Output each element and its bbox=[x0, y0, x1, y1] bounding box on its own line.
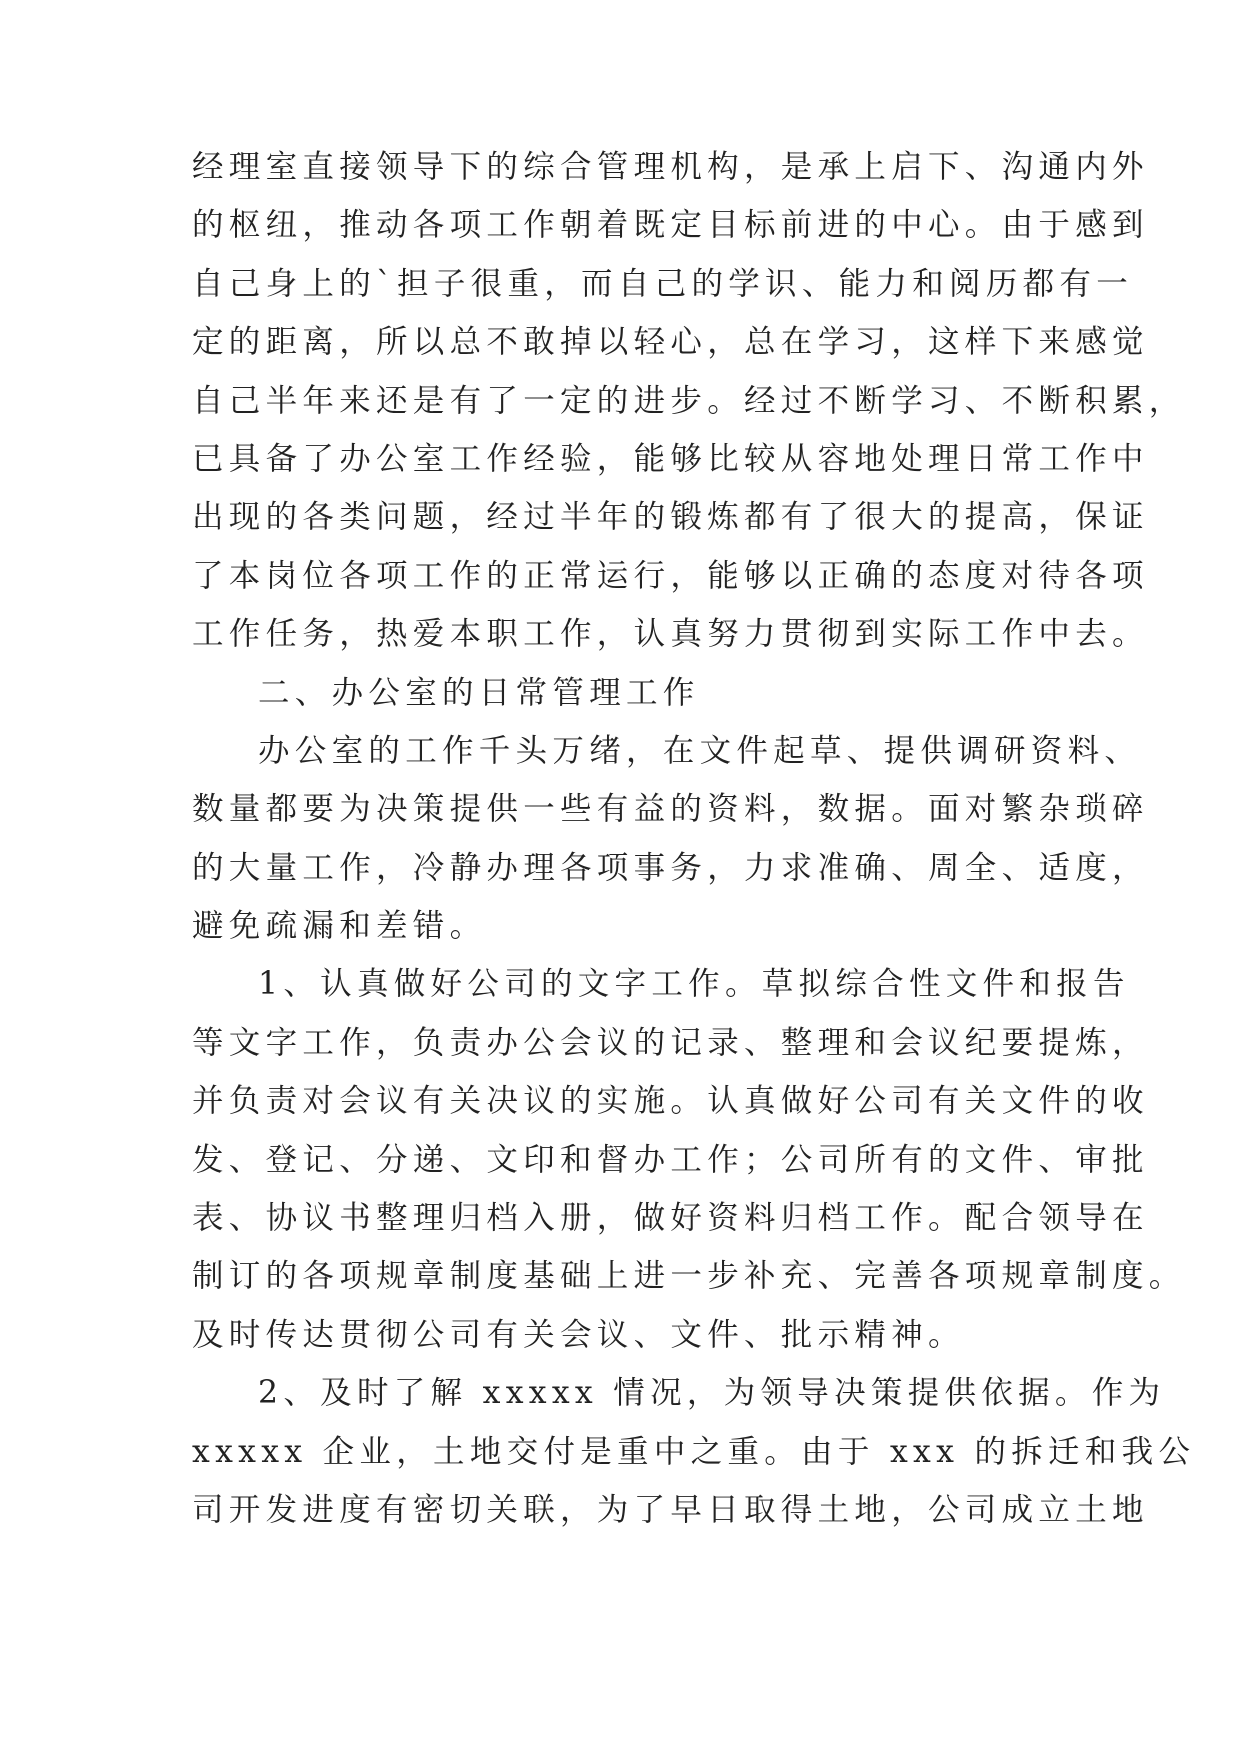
text-line: 及时传达贯彻公司有关会议、文件、批示精神。 bbox=[192, 1316, 965, 1353]
text-line: 制订的各项规章制度基础上进一步补充、完善各项规章制度。 bbox=[192, 1258, 1186, 1295]
section-heading: 二、办公室的日常管理工作 bbox=[258, 674, 700, 711]
text-line: 数量都要为决策提供一些有益的资料，数据。面对繁杂琐碎 bbox=[192, 791, 1149, 828]
document-body bbox=[192, 138, 1196, 1539]
text-line: 并负责对会议有关决议的实施。认真做好公司有关文件的收 bbox=[192, 1083, 1149, 1120]
text-line: 出现的各类问题，经过半年的锻炼都有了很大的提高，保证 bbox=[192, 499, 1149, 536]
text-line: 经理室直接领导下的综合管理机构，是承上启下、沟通内外 bbox=[192, 149, 1149, 185]
text-line: xxxxx 企业，土地交付是重中之重。由于 xxx 的拆迁和我公 bbox=[192, 1433, 1196, 1470]
text-line: 的枢纽，推动各项工作朝着既定目标前进的中心。由于感到 bbox=[192, 207, 1149, 244]
text-line: 发、登记、分递、文印和督办工作；公司所有的文件、审批 bbox=[192, 1141, 1149, 1178]
text-line: 1、认真做好公司的文字工作。草拟综合性文件和报告 bbox=[258, 966, 1130, 1003]
text-line: 的大量工作，冷静办理各项事务，力求准确、周全、适度， bbox=[192, 849, 1149, 886]
text-line: 自己半年来还是有了一定的进步。经过不断学习、不断积累， bbox=[192, 382, 1186, 419]
text-line: 避免疏漏和差错。 bbox=[192, 908, 487, 945]
text-line: 自己身上的`担子很重，而自己的学识、能力和阅历都有一 bbox=[192, 265, 1134, 302]
text-line: 表、协议书整理归档入册，做好资料归档工作。配合领导在 bbox=[192, 1200, 1149, 1237]
text-line: 定的距离，所以总不敢掉以轻心，总在学习，这样下来感觉 bbox=[192, 324, 1149, 361]
text-line: 已具备了办公室工作经验，能够比较从容地处理日常工作中 bbox=[192, 440, 1149, 477]
text-line: 工作任务，热爱本职工作，认真努力贯彻到实际工作中去。 bbox=[192, 616, 1149, 653]
text-line: 2、及时了解 xxxxx 情况，为领导决策提供依据。作为 bbox=[258, 1375, 1166, 1412]
text-line: 等文字工作，负责办公会议的记录、整理和会议纪要提炼， bbox=[192, 1024, 1149, 1061]
text-line: 司开发进度有密切关联，为了早日取得土地，公司成立土地 bbox=[192, 1491, 1149, 1528]
text-line: 了本岗位各项工作的正常运行，能够以正确的态度对待各项 bbox=[192, 557, 1149, 594]
text-line: 办公室的工作千头万绪，在文件起草、提供调研资料、 bbox=[258, 732, 1142, 769]
